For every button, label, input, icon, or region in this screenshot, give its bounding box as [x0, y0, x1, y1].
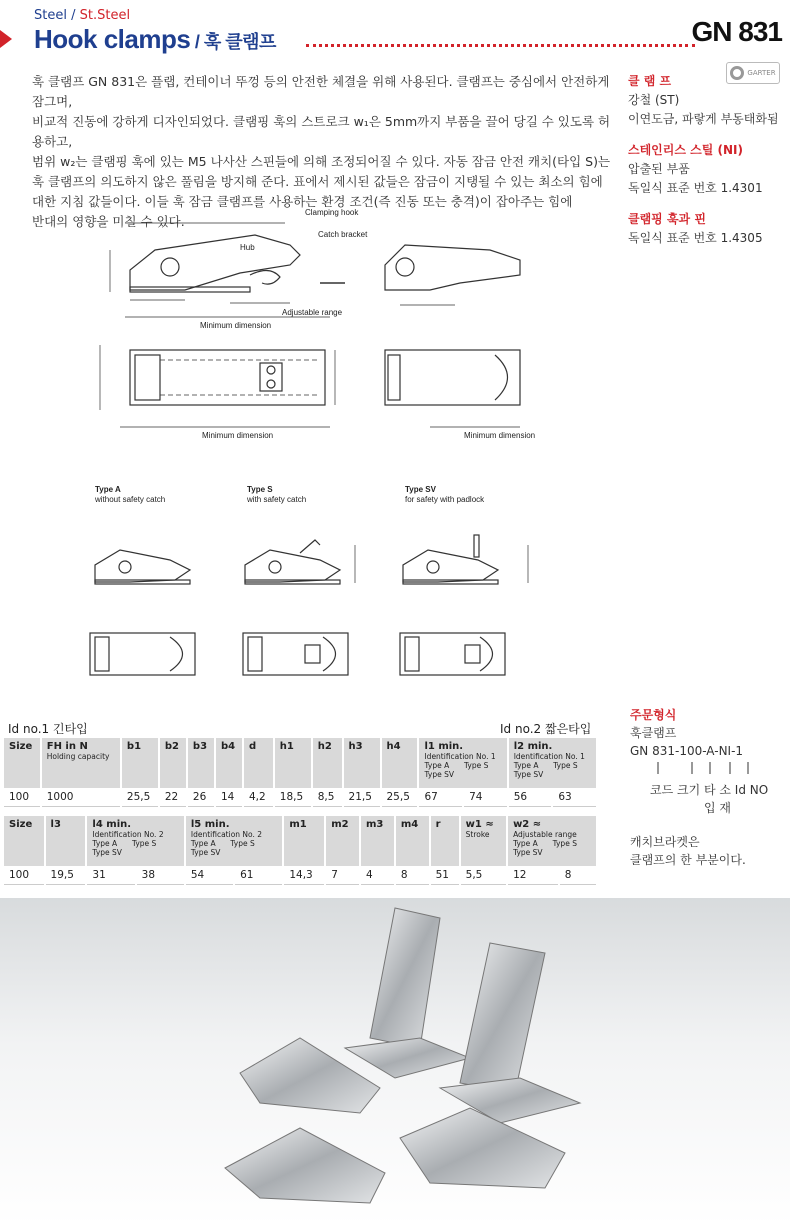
svg-text:Minimum dimension: Minimum dimension: [200, 321, 272, 330]
brand-logo: GARTER: [726, 62, 780, 84]
type-sv-side: [403, 550, 498, 582]
material-heading: 스테인리스 스틸 (NI): [628, 143, 743, 157]
dimension-table-2: Size l3 l4 min. Identification No. 2 Type A Type SV Type S l5 min. Identification No. 2 Type A Type SV Type S m1 m2 m3 m4 r w1 ≈ Stroke w2 ≈ Adjustable range Type A Type SV Type S 100 19,5 31 38 54 61 14,3 7 4 8 51 5,5 12 8: [4, 816, 598, 885]
technical-drawing: [0, 195, 620, 695]
id1-label: Id no.1 긴타입: [8, 722, 88, 736]
materials-panel: 클 램 프 강철 (ST) 이연도금, 파랗게 부동태화됨 스테인리스 스틸 (NI) 압출된 부품 독일식 표준 번호 1.4301 클램핑 훅과 핀 독일식 표준 번호 1.4305: [628, 72, 788, 248]
svg-text:Minimum dimension: Minimum dimension: [464, 431, 536, 440]
table-row: 100 19,5 31 38 54 61 14,3 7 4 8 51 5,5 12 8: [4, 866, 597, 885]
svg-text:Hub: Hub: [240, 243, 255, 252]
svg-text:without safety catch: without safety catch: [95, 495, 166, 504]
svg-text:Clamping hook: Clamping hook: [305, 208, 359, 217]
type-a-side: [95, 550, 190, 582]
lying-clamp-bottom-right: [400, 1108, 565, 1188]
material-tag: Steel / St.Steel: [34, 8, 131, 23]
upright-clamp-left: [370, 908, 440, 1048]
svg-text:Adjustable range: Adjustable range: [282, 308, 343, 317]
svg-text:Type SV: Type SV: [405, 485, 436, 494]
product-code: GN 831: [691, 16, 782, 47]
svg-text:for safety with padlock: for safety with padlock: [405, 495, 485, 504]
type-sv-top: [400, 633, 505, 675]
material-heading: 클램핑 훅과 핀: [628, 212, 706, 226]
order-code-tick-marks: [630, 760, 780, 776]
page-title: Hook clamps / 훅 클램프: [34, 24, 276, 54]
dimension-table-1: Size FH in N Holding capacity b1 b2 b3 b4 d h1 h2 h3 h4 l1 min. Identification No. 1 Type A Type SV Type S l2 min. Identification No. 1 Type A Type SV Type S 100 1000 25,5 22 26 14 4,2 18,5 8,5 21,5 25,5 67 74 56 63: [4, 738, 598, 807]
pivot-hole-icon: [161, 258, 179, 276]
section-marker-icon: [0, 30, 12, 48]
clamp-top-view: [130, 350, 325, 405]
st-steel-label: St.Steel: [79, 8, 131, 23]
order-code: GN 831-100-A-NI-1: [630, 744, 744, 758]
dotted-divider: [306, 44, 695, 47]
clamp-side-view-closed: [385, 245, 520, 290]
material-heading: 클 램 프: [628, 74, 672, 88]
table-row: 100 1000 25,5 22 26 14 4,2 18,5 8,5 21,5 25,5 67 74 56 63: [4, 788, 597, 807]
clamp-top-view-closed: [385, 350, 520, 405]
svg-text:Type S: Type S: [247, 485, 273, 494]
type-s-top: [243, 633, 348, 675]
lying-clamp-bottom-left: [225, 1128, 385, 1203]
steel-label: Steel: [34, 8, 67, 23]
svg-text:Catch bracket: Catch bracket: [318, 230, 368, 239]
svg-text:Type A: Type A: [95, 485, 121, 494]
order-example: 주문형식 훅클램프 GN 831-100-A-NI-1 코드 크기 타 소 Id NO 입 재 캐치브라켓은 클램프의 한 부분이다.: [630, 706, 780, 869]
svg-text:with safety catch: with safety catch: [247, 495, 307, 504]
type-s-side: [245, 550, 340, 582]
svg-text:Minimum dimension: Minimum dimension: [202, 431, 274, 440]
upright-clamp-right: [460, 943, 545, 1093]
id2-label: Id no.2 짧은타입: [500, 722, 592, 736]
intro-text: 훅 클램프 GN 831은 플랩, 컨테이너 뚜껑 등의 안전한 체결을 위해 사용된다. 클램프는 중심에서 안전하게 잠그며, 비교적 진동에 강하게 디자인되었다. 클램핑 훅의 스트로크 w₁은 5mm까지 부품을 끌어 당길 수 있도록 허용하고, 범위 w₂는 클램핑 훅에 있는 M5 나사산 스핀들에 의해 조정되어질 수 있다. 자동 잠금 안전 캐치(타입 S)는 훅 클램프의 의도하지 않은 풀림을 방지해 준다. 표에서 제시된 값들은 잠금이 지탱될 수 있는 최소의 힘에 대한 지침 값들이다. 이들 훅 잠금 클램프를 사용하는 환경 조건(즉 진동 또는 충격)이 잡아주는 힘에 반대의 영향을 미칠 수 있다.: [32, 74, 611, 229]
type-a-top: [90, 633, 195, 675]
product-photo: [0, 898, 790, 1225]
hook-clamps-image: [0, 898, 790, 1225]
